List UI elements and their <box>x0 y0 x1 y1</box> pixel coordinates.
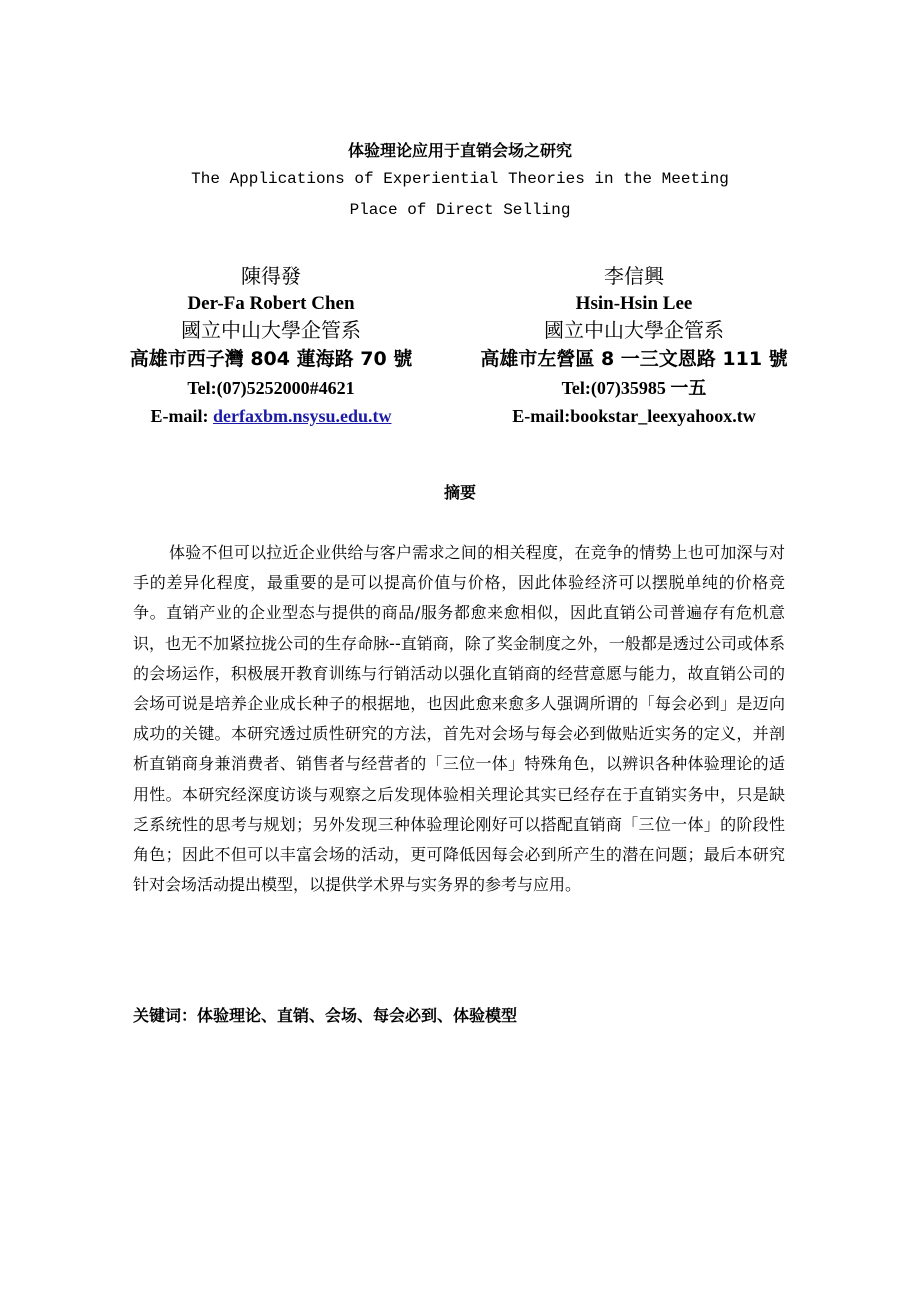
author-department: 國立中山大學企管系 <box>544 318 724 342</box>
title-chinese: 体验理论应用于直销会场之研究 <box>347 141 572 160</box>
author-name-chinese: 李信興 <box>604 264 664 288</box>
abstract-heading: 摘要 <box>443 483 476 502</box>
email-label: E-mail: <box>150 406 213 426</box>
author-name-chinese: 陳得發 <box>241 264 301 288</box>
author-telephone: Tel:(07)5252000#4621 <box>187 378 355 398</box>
author-name-english: Der-Fa Robert Chen <box>187 293 355 314</box>
abstract-paragraph: 体验不但可以拉近企业供给与客户需求之间的相关程度，在竞争的情势上也可加深与对手的差异化程度，最重要的是可以提高价值与价格，因此体验经济可以摆脱单纯的价格竞争。直销产业的企业型态与提供的商品/服务都愈来愈相似，因此直销公司普遍存有危机意识，也无不加紧拉拢公司的生存命脉--直销商，除了奖金制度之外，一般都是透过公司或体系的会场运作，积极展开教育训练与行销活动以强化直销商的经营意愿与能力，故直销公司的会场可说是培养企业成长种子的根据地，也因此愈来愈多人强调所谓的「每会必到」是迈向成功的关键。本研究透过质性研究的方法，首先对会场与每会必到做贴近实务的定义，并剖析直销商身兼消费者、销售者与经营者的「三位一体」特殊角色，以辨识各种体验理论的适用性。本研究经深度访谈与观察之后发现体验相关理论其实已经存在于直销实务中，只是缺乏系统性的思考与规划；另外发现三种体验理论刚好可以搭配直销商「三位一体」的阶段性角色；因此不但可以丰富会场的活动，更可降低因每会必到所产生的潜在问题；最后本研究针对会场活动提出模型，以提供学术界与实务界的参考与应用。 <box>133 543 785 895</box>
author-department: 國立中山大學企管系 <box>181 318 361 342</box>
abstract-body <box>133 538 785 900</box>
email-link[interactable]: derfaxbm.nsysu.edu.tw <box>212 406 392 426</box>
keywords-line: 关键词：体验理论、直销、会场、每会必到、体验模型 <box>133 1006 518 1025</box>
author-email: E-mail:bookstar_leexyahoox.tw <box>512 406 756 426</box>
author-address: 高雄市左營區 8 一三文恩路 111 號 <box>480 348 788 370</box>
author-block-lee <box>444 262 824 430</box>
author-name-english: Hsin-Hsin Lee <box>575 293 693 314</box>
title-english-line-1: The Applications of Experiential Theories in the Meeting <box>191 170 729 188</box>
author-address: 高雄市西子灣 804 蓮海路 70 號 <box>129 348 413 370</box>
author-block-chen <box>81 262 461 430</box>
author-telephone: Tel:(07)35985 一五 <box>561 378 707 398</box>
title-english-line-2: Place of Direct Selling <box>349 201 571 219</box>
author-email <box>81 402 461 430</box>
